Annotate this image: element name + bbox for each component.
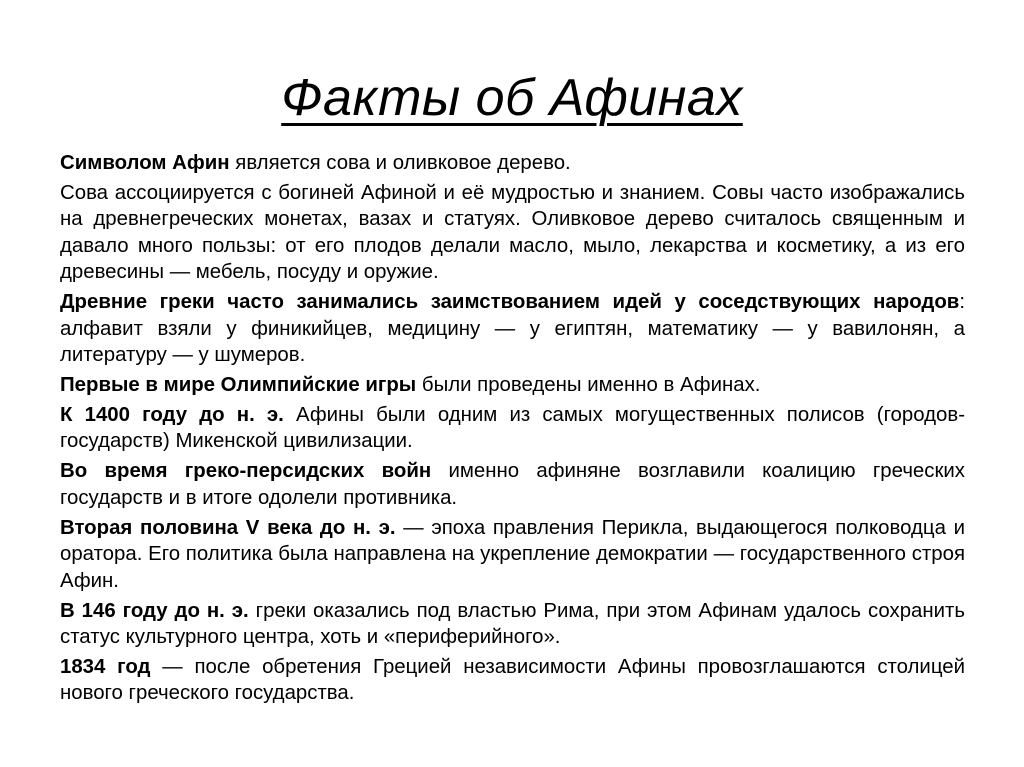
fact-paragraph [60,458,965,511]
fact-highlight: В 146 году до н. э. [60,599,249,622]
fact-highlight: 1834 год [60,656,151,679]
fact-highlight: К 1400 году до н. э. [60,404,284,427]
fact-paragraph [60,180,965,286]
fact-highlight: Первые в мире Олимпийские игры [60,374,417,397]
fact-text: греки оказались под властью Рима, при этом Афинам удалось сохранить статус культурного центра, хоть и «периферийного». [60,599,965,649]
fact-paragraph [60,654,965,707]
fact-text: именно афиняне возглавили коалицию греческих государств и в итоге одолели противника. [60,460,965,509]
fact-text: является сова и оливковое дерево. [229,152,571,174]
fact-paragraph [60,402,965,455]
fact-highlight: Древние греки часто занимались заимствованием идей у соседствующих народов [60,291,960,314]
fact-highlight: Символом Афин [60,152,230,174]
fact-text: — после обретения Грецией независимости Афины провозглашаются столицей нового греческого государства. [60,656,965,705]
slide-title: Факты об Афинах [281,69,743,127]
fact-paragraph [60,372,965,398]
fact-text: были проведены именно в Афинах. [416,374,761,397]
fact-text: — эпоха правления Перикла, выдающегося полководца и оратора. Его политика была направлена на укрепление демократии — государственного строя Афин. [60,516,965,592]
fact-text: : алфавит взяли у финикийцев, медицину — у египтян, математику — у вавилонян, а литературу — у шумеров. [60,291,965,367]
slide-body [60,150,965,710]
fact-paragraph [60,515,965,594]
fact-highlight: Во время греко-персидских войн [60,460,432,483]
fact-text: Сова ассоциируется с богиней Афиной и её мудростью и знанием. Совы часто изображались на древнегреческих монетах, вазах и статуях. Оливковое дерево считалось священным и давало много пользы: от его плодов делали масло, мыло, лекарства и косметику, а из его древесины — мебель, посуду и оружие. [60,182,965,284]
fact-paragraph [60,598,965,651]
fact-text: Афины были одним из самых могущественных полисов (городов-государств) Микенской цивилизации. [60,404,965,453]
fact-paragraph [60,289,965,368]
fact-paragraph [60,150,965,176]
fact-highlight: Вторая половина V века до н. э. [60,516,396,539]
